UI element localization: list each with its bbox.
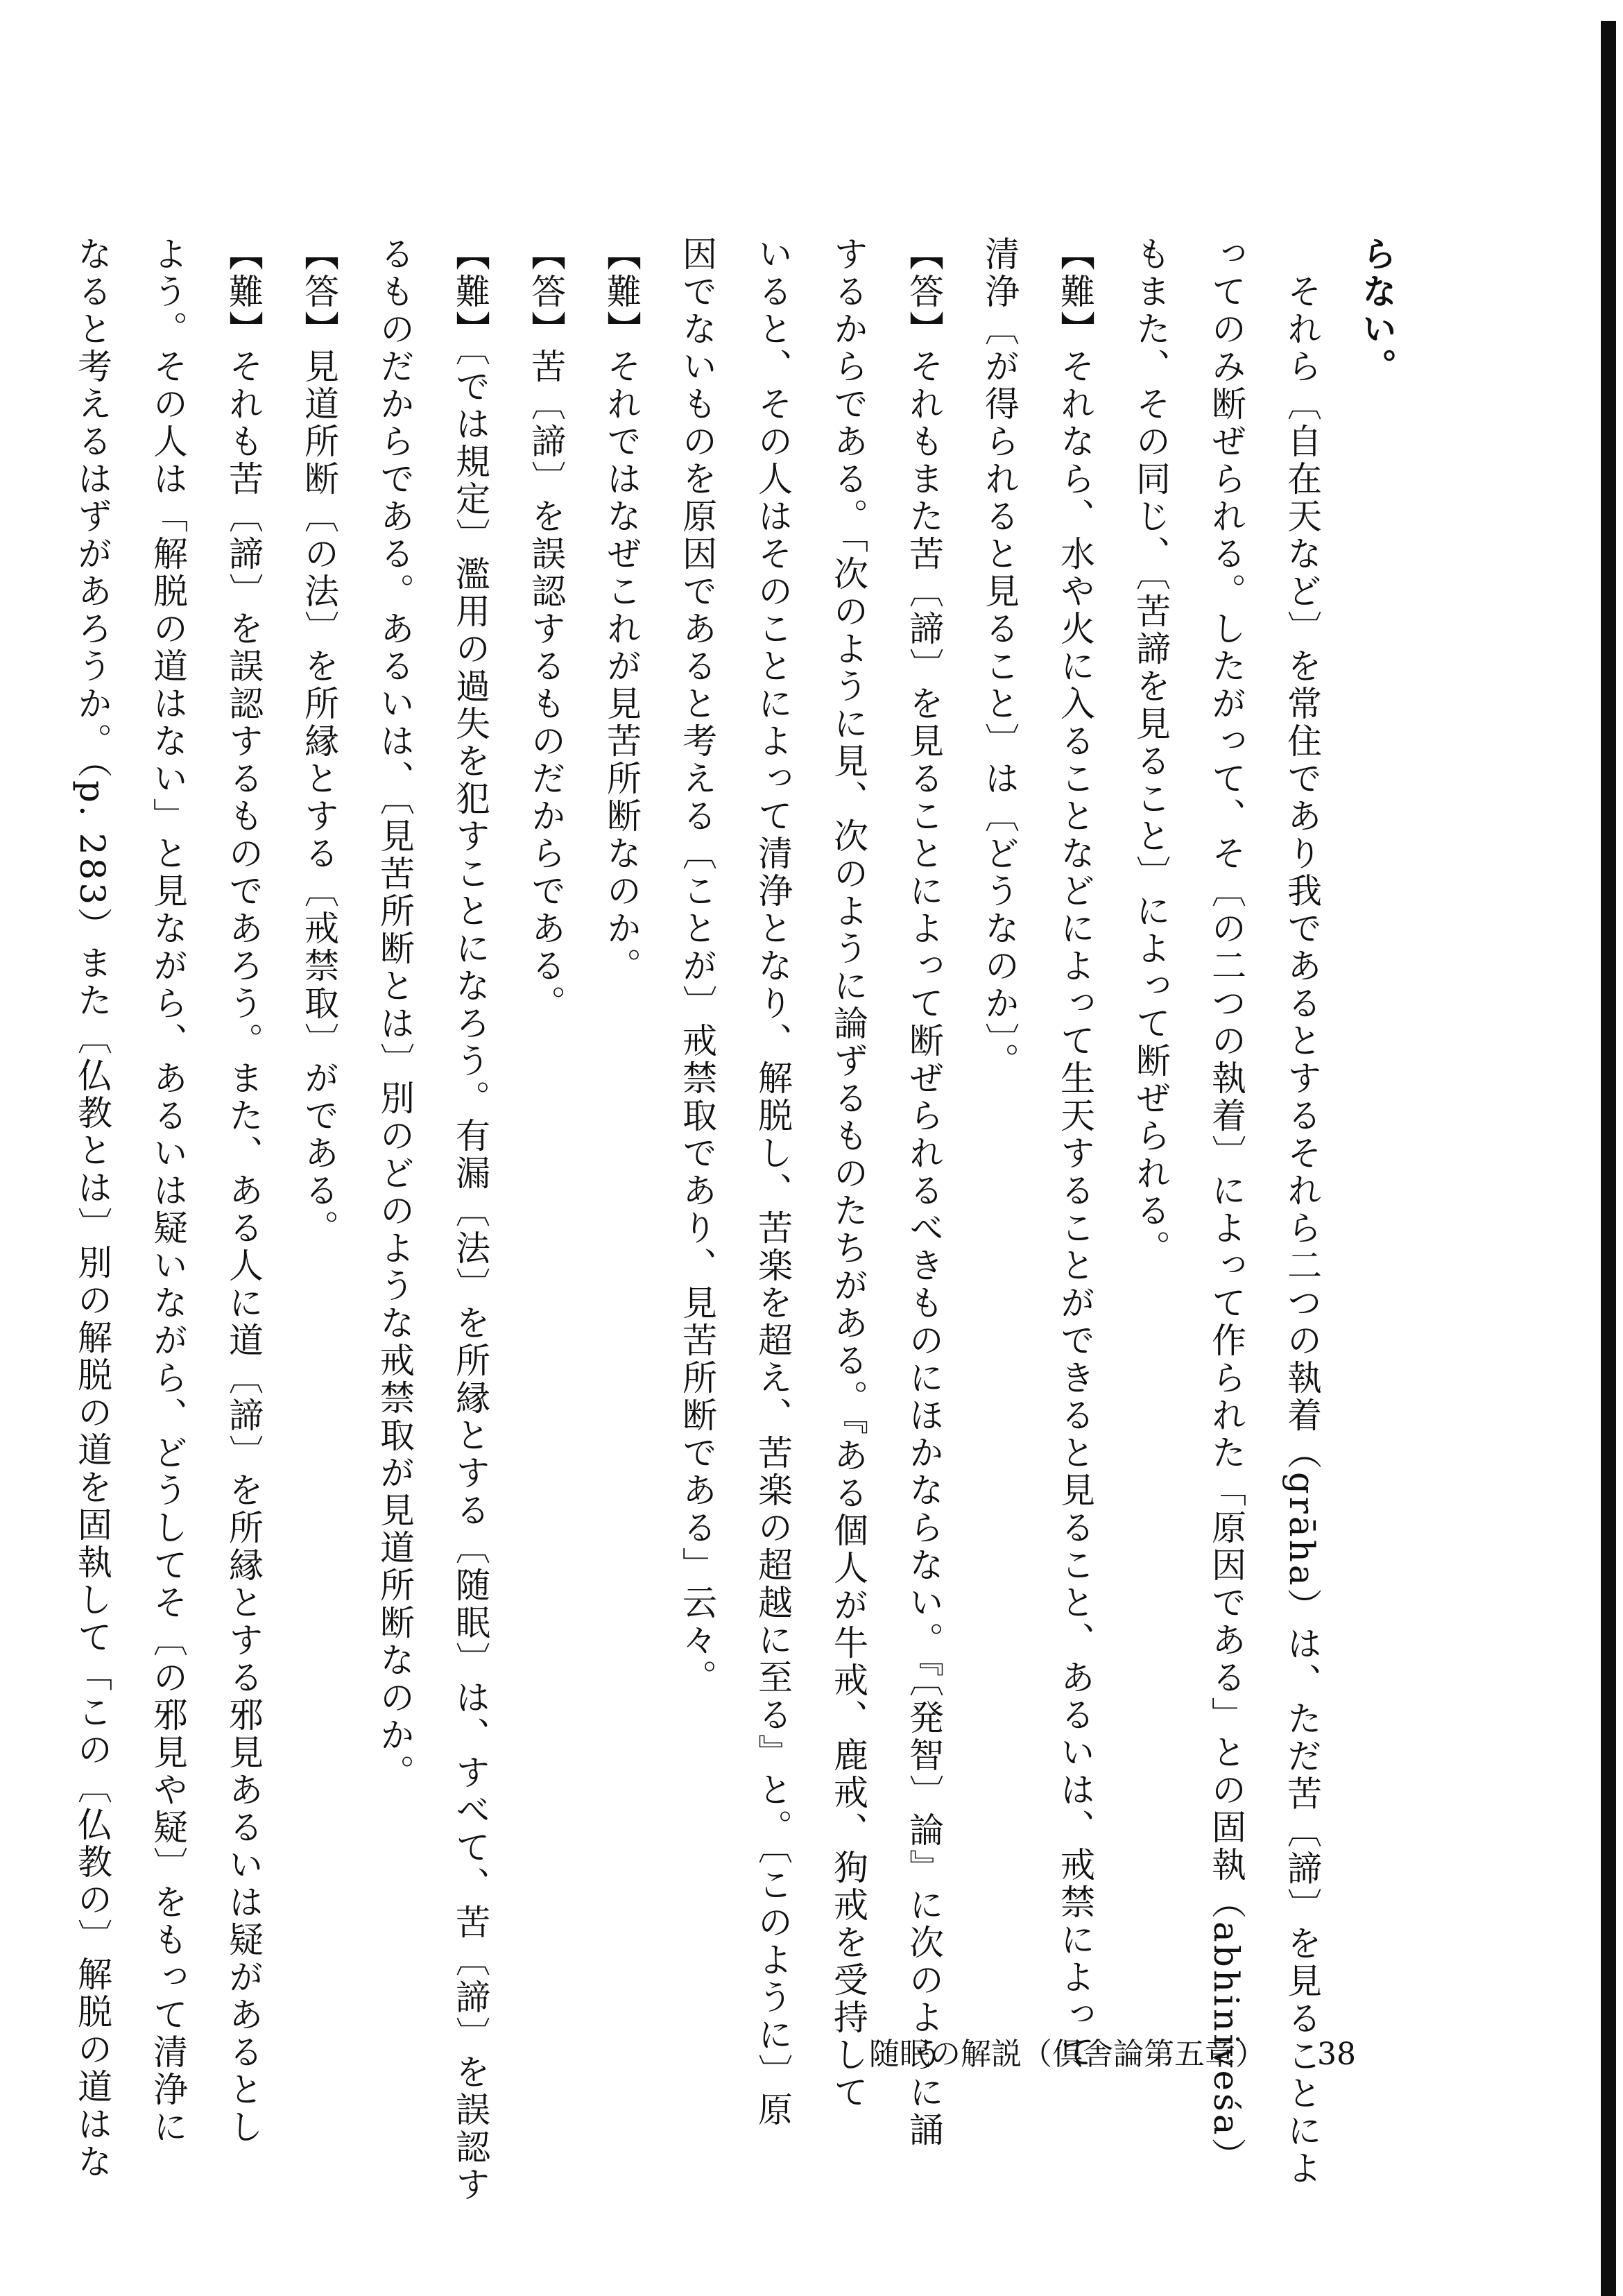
text-line: るものだからである。あるいは、〔見苦所断とは〕別のどのような戒禁取が見道所断なのか。	[375, 236, 415, 1792]
text-line: らない。	[1357, 236, 1398, 386]
page-edge-shadow	[1601, 21, 1616, 2296]
page-number: 38	[1317, 2037, 1356, 2072]
text-line: 【難】それなら、水や火に入ることなどによって生天することができると見ること、あるいは、戒禁によって	[1055, 236, 1095, 2071]
text-line: もまた、その同じ、〔苦諦を見ること〕によって断ぜられる。	[1131, 236, 1171, 1267]
text-line: なると考えるはずがあろうか。（p. 283）また〔仏教とは〕別の解脱の道を固執して「この〔仏教の〕解脱の道はな	[72, 236, 112, 2182]
text-line: 【答】見道所断〔の法〕を所縁とする〔戒禁取〕がである。	[299, 236, 339, 1247]
page-footer	[869, 2029, 1356, 2073]
text-line: 【答】苦〔諦〕を誤認するものだからである。	[526, 236, 566, 1022]
text-line: いると、その人はそのことによって清浄となり、解脱し、苦楽を超え、苦楽の超越に至る』と。〔このように〕原	[753, 236, 793, 2129]
running-head: 随眠の解説（倶舎論第五章）	[869, 2037, 1266, 2072]
text-line: 【難】それではなぜこれが見苦所断なのか。	[601, 236, 642, 985]
text-line: するからである。「次のように見、次のように論ずるものたちがある。『ある個人が牛戒、鹿戒、狗戒を受持して	[828, 236, 868, 2111]
text-line: 【難】それも苦〔諦〕を誤認するものであろう。また、ある人に道〔諦〕を所縁とする邪見あるいは疑があるとし	[223, 236, 264, 2146]
text-line: ってのみ断ぜられる。したがって、そ〔の二つの執着〕によって作られた「原因である」との固執（abhiniveśa）	[1206, 236, 1246, 2175]
text-line: 【答】それもまた苦〔諦〕を見ることによって断ぜられるべきものにほかならない。『〔発智〕論』に次のように誦	[904, 236, 944, 2149]
text-line: よう。その人は「解脱の道はない」と見ながら、あるいは疑いながら、どうしてそ〔の邪見や疑〕をもって清浄に	[148, 236, 188, 2146]
text-line: 因でないものを原因であると考える〔ことが〕戒禁取であり、見苦所断である」云々。	[677, 236, 717, 1697]
text-line: それら〔自在天など〕を常住であり我であるとするそれら二つの執着（grāha）は、ただ苦〔諦〕を見ることによ	[1282, 236, 1322, 2188]
text-line: 清浄〔が得られると見ること〕は〔どうなのか〕。	[979, 236, 1020, 1080]
text-line: 【難】〔では規定〕濫用の過失を犯すことになろう。有漏〔法〕を所縁とする〔随眠〕は、すべて、苦〔諦〕を誤認す	[450, 236, 490, 2204]
